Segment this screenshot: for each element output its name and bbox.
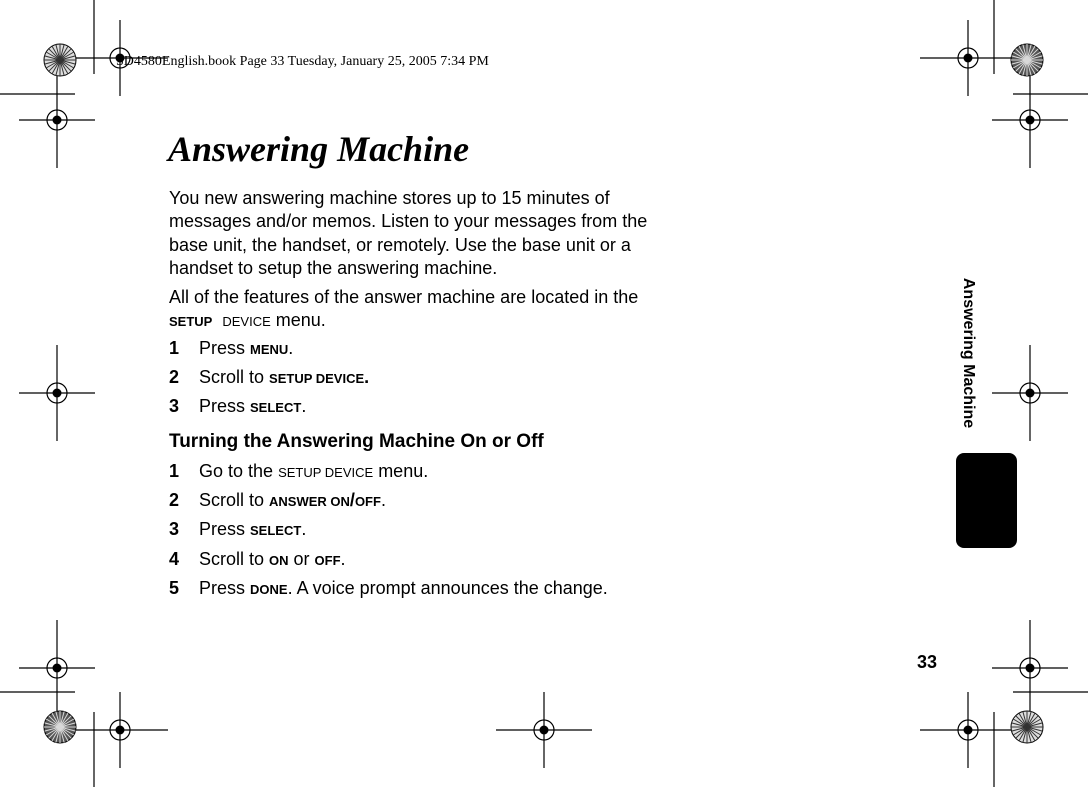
registration-dot [540,726,549,735]
step-number: 5 [169,578,180,598]
key-label: ON [269,553,289,568]
registration-dot [1026,116,1035,125]
features-text-after: menu. [270,310,326,331]
section-heading: Turning the Answering Machine On or Off [169,431,544,452]
step-number: 4 [169,549,180,569]
step-text: Press DONE. A voice prompt announces the change. [199,578,608,598]
registration-dot [964,54,973,63]
registration-dot [53,116,62,125]
step-number: 2 [169,367,180,387]
print-slug-line: SD4580English.book Page 33 Tuesday, January 25, 2005 7:34 PM [116,54,489,69]
key-label: MENU [250,342,289,357]
step-text: Scroll to ANSWER ON/OFF. [199,490,386,510]
intro-paragraph: You new answering machine stores up to 15 minutes of messages and/or memos. Listen to your messages from the base unit, the handset, or remotely. Use the base unit or a handset to setup the answering machine. [169,188,648,278]
registration-dot [53,389,62,398]
registration-dot [53,664,62,673]
step-text: Go to the SETUP DEVICE menu. [199,461,429,481]
features-text-before: All of the features of the answer machine are located in the [169,287,639,307]
registration-dot [1026,664,1035,673]
registration-dot [964,726,973,735]
step-text: Scroll to ON or OFF. [199,549,346,569]
key-label: SELECT [250,400,302,415]
registration-dot [116,726,125,735]
step-number: 1 [169,338,180,358]
key-label: SELECT [250,523,302,538]
step-number: 2 [169,490,180,510]
page-title: Answering Machine [168,129,470,169]
step-text: Scroll to SETUP DEVICE. [199,367,370,387]
key-label: SETUP DEVICE [269,371,365,386]
step-number: 3 [169,519,180,539]
menu-setup-keyword: SETUP [169,314,213,330]
features-paragraph [169,286,649,334]
key-label: OFF [314,553,341,568]
step-number: 1 [169,461,180,481]
step-text: Press SELECT. [199,519,307,539]
page-number: 33 [917,652,938,672]
side-tab-label: Answering Machine [960,277,977,429]
key-label: DONE [250,582,288,597]
key-label: ANSWER ON [269,494,350,509]
step-text: Press SELECT. [199,396,307,416]
side-tab-marker [956,453,1017,548]
step-number: 3 [169,396,180,416]
step-text: Press MENU. [199,338,294,358]
menu-device-keyword: DEVICE [222,314,271,330]
key-label: OFF [354,494,381,509]
registration-dot [1026,389,1035,398]
key-label: SETUP DEVICE [278,465,374,480]
